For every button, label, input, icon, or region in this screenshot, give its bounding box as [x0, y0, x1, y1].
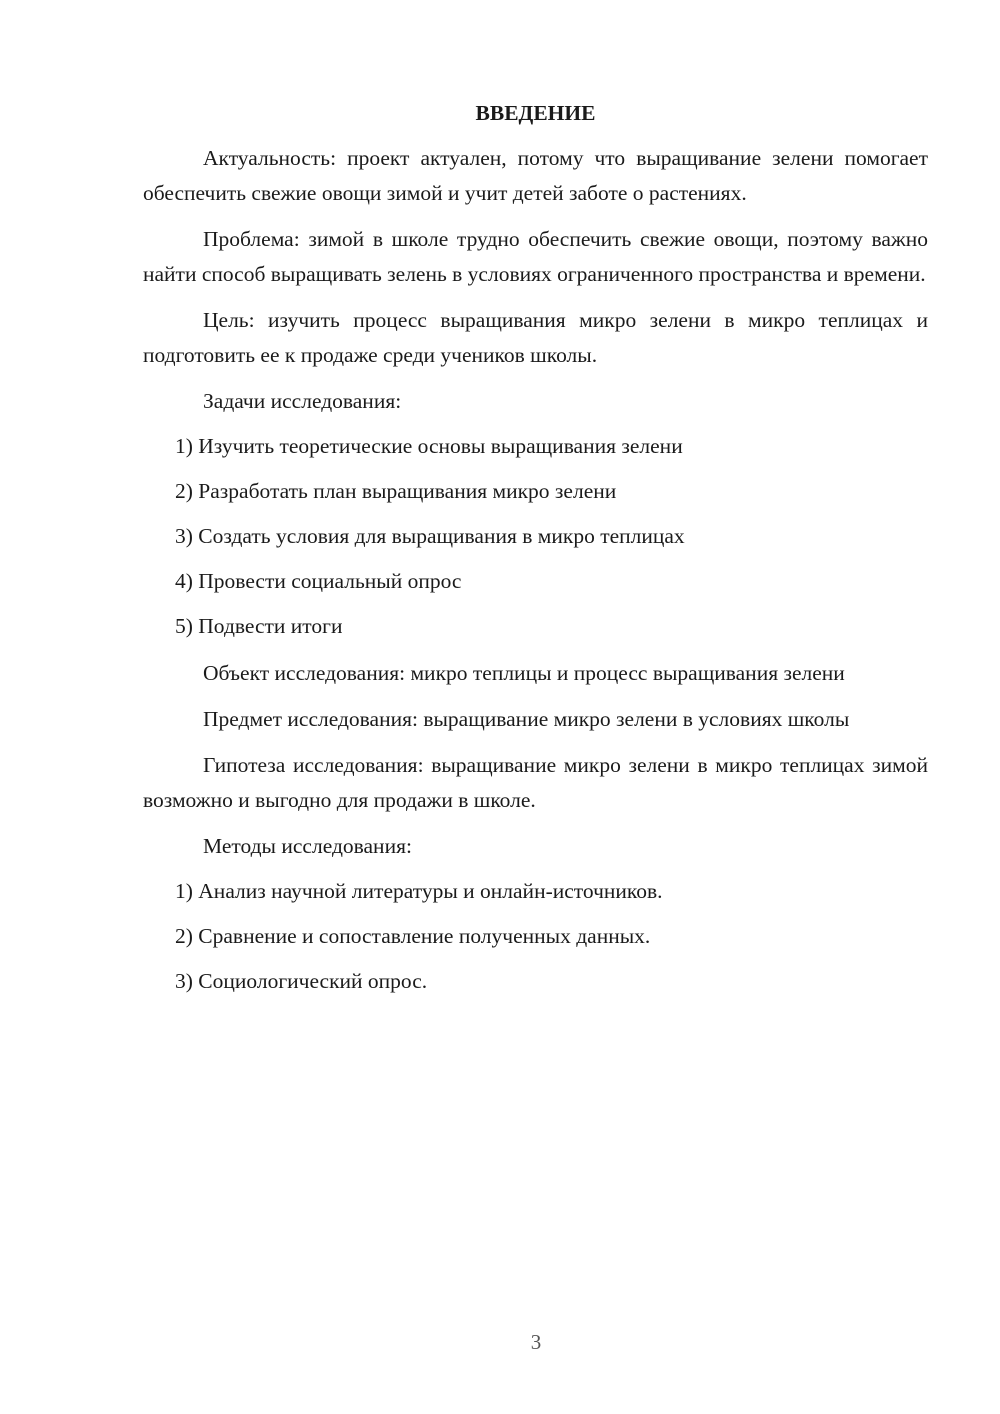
- method-item: 3) Социологический опрос.: [175, 969, 428, 993]
- method-item: 2) Сравнение и сопоставление полученных данных.: [175, 924, 651, 948]
- task-item: 5) Подвести итоги: [175, 614, 343, 638]
- goal-paragraph: Цель: изучить процесс выращивания микро зелени в микро теплицах и подготовить ее к продаже среди учеников школы.: [143, 308, 928, 367]
- tasks-list: [143, 429, 928, 644]
- subject-paragraph: Предмет исследования: выращивание микро зелени в условиях школы: [203, 707, 850, 731]
- task-item: 1) Изучить теоретические основы выращивания зелени: [175, 434, 683, 458]
- page-title: ВВЕДЕНИЕ: [475, 101, 596, 125]
- problem-paragraph: Проблема: зимой в школе трудно обеспечить свежие овощи, поэтому важно найти способ выращивать зелень в условиях ограниченного пространства и времени.: [143, 227, 928, 286]
- method-item: 1) Анализ научной литературы и онлайн-источников.: [175, 879, 663, 903]
- methods-heading: Методы исследования:: [203, 834, 412, 858]
- task-item: 4) Провести социальный опрос: [175, 569, 462, 593]
- hypothesis-paragraph: Гипотеза исследования: выращивание микро зелени в микро теплицах зимой возможно и выгодно для продажи в школе.: [143, 753, 928, 812]
- task-item: 3) Создать условия для выращивания в микро теплицах: [175, 524, 685, 548]
- tasks-heading: Задачи исследования:: [203, 389, 402, 413]
- task-item: 2) Разработать план выращивания микро зелени: [175, 479, 617, 503]
- document-page: [143, 96, 928, 1011]
- page-number: 3: [530, 1330, 542, 1354]
- relevance-paragraph: Актуальность: проект актуален, потому что выращивание зелени помогает обеспечить свежие овощи зимой и учит детей заботе о растениях.: [143, 146, 928, 205]
- methods-list: [143, 874, 928, 999]
- object-paragraph: Объект исследования: микро теплицы и процесс выращивания зелени: [203, 661, 845, 685]
